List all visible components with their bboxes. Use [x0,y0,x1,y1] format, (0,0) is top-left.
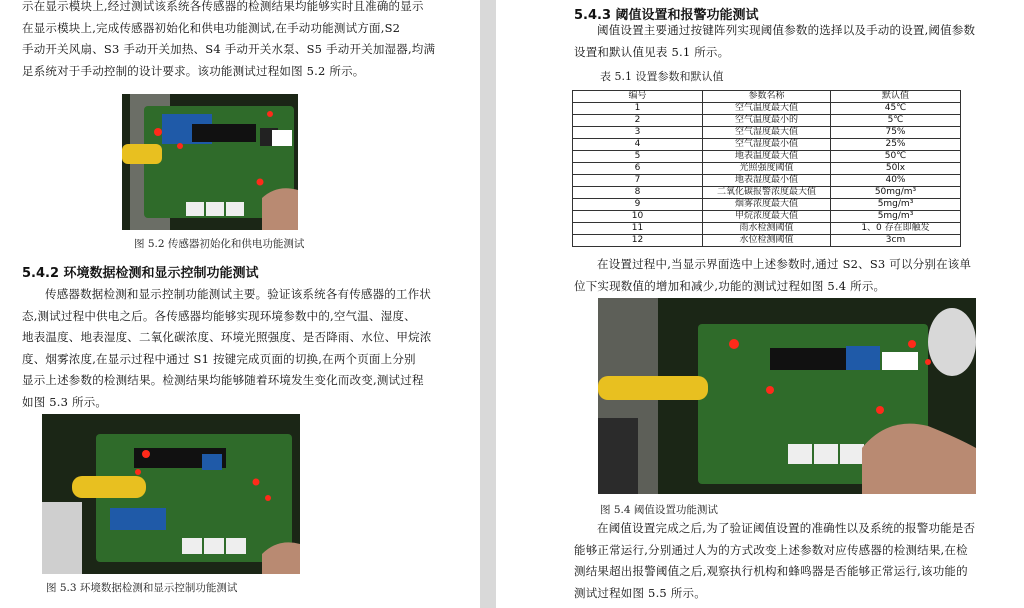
text-line: 在显示模块上,完成传感器初始化和供电功能测试,在手动功能测试方面,S2 [22,20,401,35]
final-paragraph [574,518,1014,604]
table-cell: 3cm [831,235,961,247]
text-line: 设置和默认值见表 5.1 所示。 [574,44,730,59]
left-page [0,0,480,608]
table-row [573,223,961,235]
table-cell: 空气湿度最大值 [703,127,831,139]
text-line: 度、烟雾浓度,在显示过程中通过 S1 按键完成页面的切换,在两个页面上分别 [22,351,416,366]
table-cell: 5℃ [831,115,961,127]
right-page [496,0,1024,608]
table-cell: 75% [831,127,961,139]
table-header-cell: 编号 [573,91,703,103]
table-cell: 3 [573,127,703,139]
text-line: 在阈值设置完成之后,为了验证阈值设置的准确性以及系统的报警功能是否 [597,521,976,535]
text-line: 如图 5.3 所示。 [22,394,108,409]
page-gutter [480,0,496,608]
text-line: 测结果超出报警阈值之后,观察执行机构和蜂鸣器是否能够正常运行,该功能的 [574,564,968,578]
table-row [573,175,961,187]
text-line: 足系统对于手动控制的设计要求。该功能测试过程如图 5.2 所示。 [22,63,365,78]
table-cell: 45℃ [831,103,961,115]
table-header-cell: 参数名称 [703,91,831,103]
text-line: 态,测试过程中供电之后。各传感器均能够实现环境参数中的,空气温、湿度、 [22,308,416,323]
table-cell: 烟雾浓度最大值 [703,199,831,211]
figure-5-3-caption: 图 5.3 环境数据检测和显示控制功能测试 [46,582,238,594]
table-row [573,199,961,211]
table-cell: 10 [573,211,703,223]
table-cell: 雨水检测阈值 [703,223,831,235]
table-cell: 甲烷浓度最大值 [703,211,831,223]
text-line: 示在显示模块上,经过测试该系统各传感器的检测结果均能够实时且准确的显示 [22,0,424,13]
section-5-4-2-paragraph [22,284,472,413]
table-cell: 水位检测阈值 [703,235,831,247]
table-row [573,115,961,127]
figure-5-2-photo [122,94,298,230]
after-table-paragraph [574,254,1014,297]
text-line: 在设置过程中,当显示界面选中上述参数时,通过 S2、S3 可以分别在该单 [597,257,972,271]
table-header-row [573,91,961,103]
figure-5-3-photo [42,414,300,574]
section-5-4-2-heading: 5.4.2 环境数据检测和显示控制功能测试 [22,266,259,281]
table-row [573,151,961,163]
table-cell: 空气湿度最小值 [703,139,831,151]
table-cell: 40% [831,175,961,187]
table-cell: 空气温度最大值 [703,103,831,115]
table-cell: 空气温度最小的 [703,115,831,127]
text-line: 测试过程如图 5.5 所示。 [574,585,706,600]
table-cell: 2 [573,115,703,127]
text-line: 显示上述参数的检测结果。检测结果均能够随着环境发生变化而改变,测试过程 [22,373,424,387]
figure-5-4-photo [598,298,976,494]
table-cell: 地表温度最大值 [703,151,831,163]
table-cell: 50mg/m³ [831,187,961,199]
table-cell: 25% [831,139,961,151]
table-cell: 6 [573,163,703,175]
section-5-4-3-paragraph [574,20,1014,63]
text-line: 手动开关风扇、S3 手动开关加热、S4 手动开关水泵、S5 手动开关加湿器,均满 [22,42,436,56]
figure-5-2-caption: 图 5.2 传感器初始化和供电功能测试 [134,238,305,250]
table-row [573,103,961,115]
table-header-cell: 默认值 [831,91,961,103]
table-row [573,235,961,247]
table-row [573,127,961,139]
text-line: 地表温度、地表湿度、二氧化碳浓度、环境光照强度、是否降雨、水位、甲烷浓 [22,330,432,344]
table-cell: 11 [573,223,703,235]
table-cell: 光照强度阈值 [703,163,831,175]
table-cell: 二氧化碳报警浓度最大值 [703,187,831,199]
table-row [573,139,961,151]
table-cell: 50℃ [831,151,961,163]
text-line: 阈值设置主要通过按键阵列实现阈值参数的选择以及手动的设置,阈值参数 [597,23,976,37]
table-cell: 9 [573,199,703,211]
figure-5-4-caption: 图 5.4 阈值设置功能测试 [600,504,718,516]
table-cell: 1、0 存在即触发 [831,223,961,235]
table-cell: 1 [573,103,703,115]
table-cell: 12 [573,235,703,247]
table-cell: 7 [573,175,703,187]
intro-paragraph [22,0,472,82]
table-cell: 8 [573,187,703,199]
table-row [573,211,961,223]
table-cell: 4 [573,139,703,151]
table-cell: 5 [573,151,703,163]
table-cell: 5mg/m³ [831,199,961,211]
text-line: 位下实现数值的增加和减少,功能的测试过程如图 5.4 所示。 [574,278,886,293]
table-cell: 5mg/m³ [831,211,961,223]
text-line: 传感器数据检测和显示控制功能测试主要。验证该系统各有传感器的工作状 [45,287,432,301]
table-row [573,187,961,199]
text-line: 能够正常运行,分别通过人为的方式改变上述参数对应传感器的检测结果,在检 [574,542,968,557]
section-5-4-3-heading: 5.4.3 阈值设置和报警功能测试 [574,8,759,23]
parameter-table [572,90,961,247]
table-cell: 地表湿度最小值 [703,175,831,187]
table-cell: 50lx [831,163,961,175]
table-row [573,163,961,175]
table-5-1-caption: 表 5.1 设置参数和默认值 [600,70,724,83]
